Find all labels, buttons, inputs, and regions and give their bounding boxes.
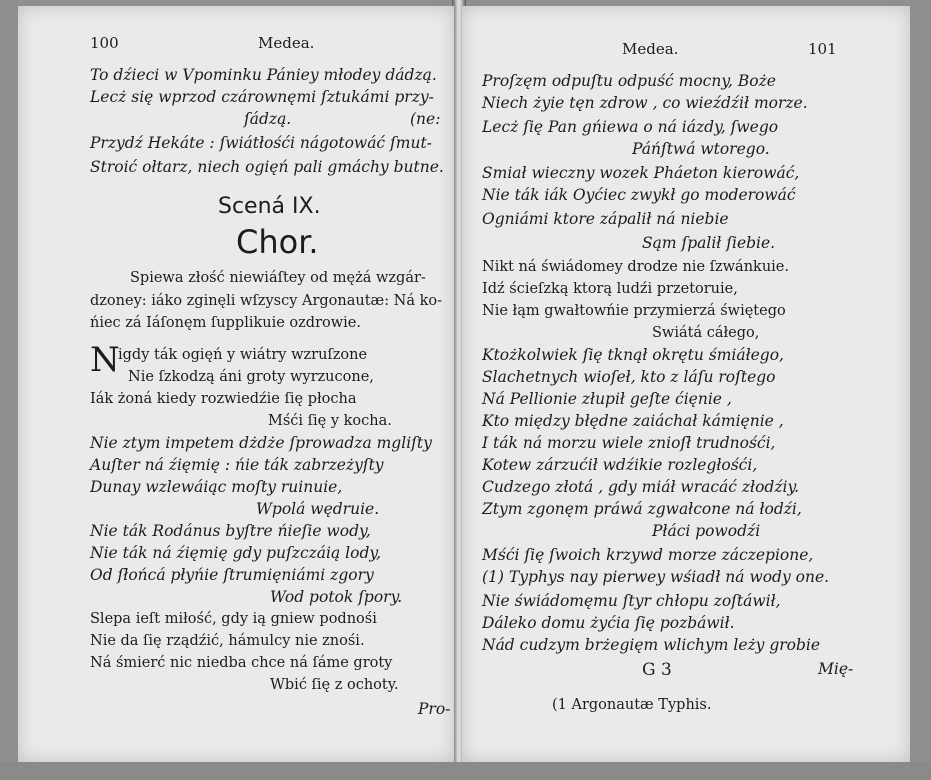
argument-line: Spiewa złość niewiáſtey od mężá wzgár- xyxy=(130,270,426,286)
drop-initial: N xyxy=(90,340,120,380)
verse-line: Nie świádomęmu ſtyr chłopu zoſtáwił, xyxy=(482,592,781,610)
left-page xyxy=(18,6,454,762)
verse-line: Nie ſzkodzą áni groty wyrzucone, xyxy=(128,369,374,385)
verse-line: Nie ták iák Oyćiec zwykł go moderowáć xyxy=(482,186,796,204)
verse-line: Nád cudzym brżegięm wlichym leży grobie xyxy=(482,636,821,654)
right-page xyxy=(462,6,910,762)
verse-line: Proſzęm odpuſtu odpuść mocny, Boże xyxy=(482,72,776,90)
verse-line: Nie ták ná źięmię gdy puſzczáią lody, xyxy=(90,544,381,562)
text-line: (ne: xyxy=(410,110,441,128)
verse-line: Ktożkolwiek ſię tknął okrętu śmiáłego, xyxy=(482,346,784,364)
verse-line: Slepa ieſt miłość, gdy ią gniew podnośi xyxy=(90,611,377,627)
verse-line: Smiał wieczny wozek Pháeton kierowáć, xyxy=(482,164,800,182)
verse-line: Cudzego złotá , gdy miáł wracáć złodźiy. xyxy=(482,478,800,496)
verse-line: Wbić ſię z ochoty. xyxy=(270,677,399,693)
argument-line: dzoney: iáko zginęli wſzyscy Argonautæ: Ná ko- xyxy=(90,293,443,309)
footnote: (1 Argonautæ Typhis. xyxy=(552,697,712,713)
verse-line: Iák żoná kiedy rozwiedźie ſię płocha xyxy=(90,391,357,407)
page-number: 101 xyxy=(808,40,837,58)
verse-line: Slachetnych wioſeł, kto z láſu roſtego xyxy=(482,368,776,386)
running-head: Medea. xyxy=(622,40,679,58)
catchword: Mię- xyxy=(818,660,854,678)
text-line: Przydź Hekáte : ſwiátłośći nágotowáć ſmut- xyxy=(90,134,432,152)
verse-line: Swiátá cáłego, xyxy=(652,325,760,341)
verse-line: Płáci powodźi xyxy=(652,522,761,540)
verse-line: Wpolá wędruie. xyxy=(256,500,380,518)
verse-line: Kotew zárzućił wdźikie rozległośći, xyxy=(482,456,758,474)
verse-line: Auſter ná źięmię : ńie ták zabrzeżyſty xyxy=(90,456,384,474)
text-line: To dźieci w Vpominku Pániey młodey dádzą. xyxy=(90,66,437,84)
verse-line: Kto między błędne zaiáchał kámięnie , xyxy=(482,412,784,430)
verse-line: Lecż ſię Pan gńiewa o ná iázdy, ſwego xyxy=(482,118,779,136)
verse-line: Ná śmierć nic niedba chce ná ſáme groty xyxy=(90,655,393,671)
verse-line: igdy ták ogięń y wiátry wzruſzone xyxy=(118,347,368,363)
text-line: Stroić ołtarz, niech ogięń pali gmáchy butne. xyxy=(90,158,444,176)
verse-line: Niech żyie tęn zdrow , co wieźdźił morze. xyxy=(482,94,808,112)
argument-line: ńiec zá Iáſonęm ſupplikuie ozdrowie. xyxy=(90,315,361,331)
verse-line: Nie ták Rodánus byſtre ńieſie wody, xyxy=(90,522,371,540)
text-line: Lecż się wprzod czárownęmi ſztukámi przy- xyxy=(90,88,434,106)
verse-line: Dáleko domu żyćia ſię pozbáwił. xyxy=(482,614,735,632)
scan-background xyxy=(0,762,931,780)
verse-line: Ná Pellionie złupił geſte ćięnie , xyxy=(482,390,732,408)
verse-line: Wod potok ſpory. xyxy=(270,588,403,606)
verse-line: Ztym zgonęm práwá zgwałcone ná łodźi, xyxy=(482,500,802,518)
verse-line: Sąm ſpalił ſiebie. xyxy=(642,234,776,252)
text-line: ſádzą. xyxy=(244,110,292,128)
verse-line: Od ſłońcá płyńie ſtrumięniámi zgory xyxy=(90,566,374,584)
verse-line: Nie łąm gwałtowńie przymierzá świętego xyxy=(482,303,786,319)
scene-title: Scená IX. xyxy=(218,194,321,219)
verse-line: Mśći ſię ſwoich krzywd morze záczepione, xyxy=(482,546,814,564)
verse-line: Nikt ná świádomey drodze nie ſzwánkuie. xyxy=(482,259,789,275)
verse-line: (1) Typhys nay pierwey wśiadł ná wody one. xyxy=(482,568,830,586)
verse-line: Dunay wzlewáiąc moſty ruinuie, xyxy=(90,478,343,496)
verse-line: Ogniámi ktore zápalił ná niebie xyxy=(482,210,729,228)
page-number: 100 xyxy=(90,34,119,52)
verse-line: I ták ná morzu wiele znioſł trudnośći, xyxy=(482,434,776,452)
chorus-title: Chor. xyxy=(236,223,319,261)
verse-line: Páńſtwá wtorego. xyxy=(632,140,770,158)
verse-line: Mśći ſię y kocha. xyxy=(268,413,392,429)
signature-mark: G 3 xyxy=(642,660,672,680)
running-head: Medea. xyxy=(258,34,315,52)
verse-line: Nie ztym impetem dżdże ſprowadza mgliſty xyxy=(90,434,432,452)
verse-line: Nie da ſię rządźić, hámulcy nie znośi. xyxy=(90,633,365,649)
catchword: Pro- xyxy=(418,700,451,718)
verse-line: Idź ścieſzką ktorą ludźi przetoruie, xyxy=(482,281,738,297)
